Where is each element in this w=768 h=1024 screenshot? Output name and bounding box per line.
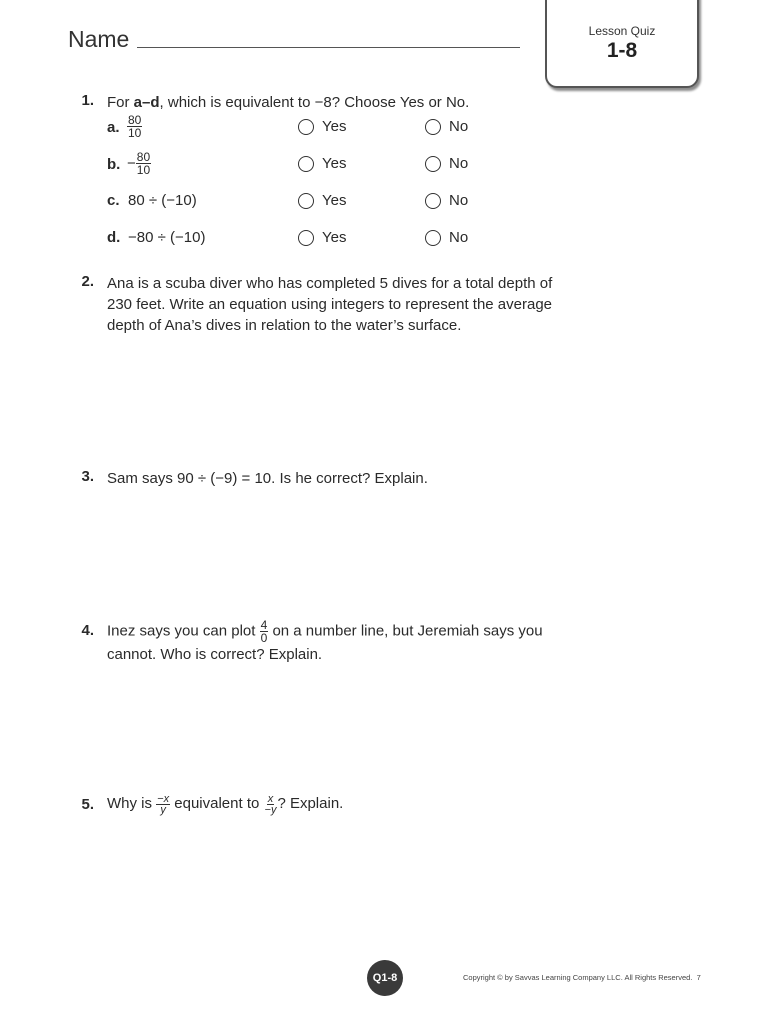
option-label: Yes <box>322 229 347 246</box>
part-d-no-option[interactable] <box>425 229 468 246</box>
part-c-letter: c. <box>107 192 120 209</box>
part-b-sign: − <box>127 155 136 172</box>
question-5-text-pre: Why is <box>107 795 157 812</box>
fraction-numerator: 80 <box>136 150 151 164</box>
radio-circle-icon[interactable] <box>298 156 314 172</box>
part-d-expression: −80 ÷ (−10) <box>128 229 206 246</box>
part-c-expression: 80 ÷ (−10) <box>128 192 197 209</box>
part-a-expression <box>127 114 142 139</box>
question-5-number: 5. <box>81 796 94 813</box>
fraction-denominator: 10 <box>128 126 142 140</box>
lesson-quiz-tab <box>545 0 699 88</box>
option-label: No <box>449 229 469 246</box>
part-a-letter: a. <box>107 119 120 136</box>
copyright-text: Copyright © by Savvas Learning Company LLC. All Rights Reserved. <box>463 973 693 982</box>
fraction-numerator: 4 <box>260 618 268 632</box>
question-1-text-bold: a–d <box>133 94 160 111</box>
radio-circle-icon[interactable] <box>298 193 314 209</box>
question-5-text <box>107 793 343 815</box>
part-a-no-option[interactable] <box>425 118 468 135</box>
question-1-text-pre: For <box>107 94 134 111</box>
fraction-denominator: −y <box>264 803 277 816</box>
option-label: No <box>449 192 469 209</box>
question-2-number: 2. <box>81 273 94 290</box>
copyright-notice <box>463 973 701 982</box>
part-d-yes-option[interactable] <box>298 229 346 246</box>
option-label: Yes <box>322 118 347 135</box>
question-2-text <box>107 273 552 336</box>
radio-circle-icon[interactable] <box>298 230 314 246</box>
part-b-fraction <box>136 151 151 176</box>
fraction-numerator: 80 <box>128 113 142 127</box>
fraction-denominator: y <box>160 803 166 816</box>
radio-circle-icon[interactable] <box>298 119 314 135</box>
question-3-number: 3. <box>81 468 94 485</box>
question-4-text-post: on a number line, but Jeremiah says you <box>268 622 543 640</box>
question-4-text-pre: Inez says you can plot <box>107 622 260 640</box>
question-1-number: 1. <box>81 92 94 109</box>
lesson-quiz-number: 1-8 <box>606 39 638 62</box>
part-a-fraction <box>127 114 142 139</box>
radio-circle-icon[interactable] <box>425 119 441 135</box>
question-4-text <box>107 619 543 665</box>
part-b-no-option[interactable] <box>425 155 468 172</box>
page-number: 7 <box>696 973 701 982</box>
fraction-denominator: 0 <box>260 631 268 645</box>
part-a-yes-option[interactable] <box>298 118 346 135</box>
question-2-line-3: depth of Ana’s dives in relation to the water’s surface. <box>107 317 462 334</box>
question-3-text: Sam says 90 ÷ (−9) = 10. Is he correct? Explain. <box>107 470 428 487</box>
fraction-numerator: −x <box>157 792 170 805</box>
question-2-line-2: 230 feet. Write an equation using integers to represent the average <box>107 296 553 313</box>
part-b-expression <box>127 151 151 176</box>
question-5-fraction-1 <box>156 794 170 815</box>
radio-circle-icon[interactable] <box>425 193 441 209</box>
quiz-code-badge: Q1-8 <box>367 960 403 996</box>
part-d-letter: d. <box>107 229 121 246</box>
lesson-quiz-label: Lesson Quiz <box>588 24 656 38</box>
question-4-line-1 <box>107 619 543 644</box>
part-b-letter: b. <box>107 156 121 173</box>
question-1-text-post: , which is equivalent to −8? Choose Yes or No. <box>159 94 470 111</box>
radio-circle-icon[interactable] <box>425 156 441 172</box>
question-5-text-mid: equivalent to <box>170 795 264 812</box>
option-label: Yes <box>322 192 347 209</box>
part-c-yes-option[interactable] <box>298 192 346 209</box>
question-4-number: 4. <box>81 622 94 639</box>
radio-circle-icon[interactable] <box>425 230 441 246</box>
name-label: Name <box>68 26 130 52</box>
fraction-numerator: x <box>267 792 274 805</box>
question-4-line-2: cannot. Who is correct? Explain. <box>107 646 323 663</box>
question-2-line-1: Ana is a scuba diver who has completed 5 dives for a total depth of <box>107 275 553 292</box>
option-label: No <box>449 155 469 172</box>
question-5-text-post: ? Explain. <box>277 795 344 812</box>
fraction-denominator: 10 <box>136 163 151 177</box>
question-1-text <box>107 92 469 113</box>
option-label: No <box>449 118 469 135</box>
part-b-yes-option[interactable] <box>298 155 346 172</box>
question-5-fraction-2 <box>264 794 278 815</box>
name-input-line[interactable] <box>137 47 520 48</box>
option-label: Yes <box>322 155 347 172</box>
question-4-fraction <box>260 619 269 644</box>
part-c-no-option[interactable] <box>425 192 468 209</box>
